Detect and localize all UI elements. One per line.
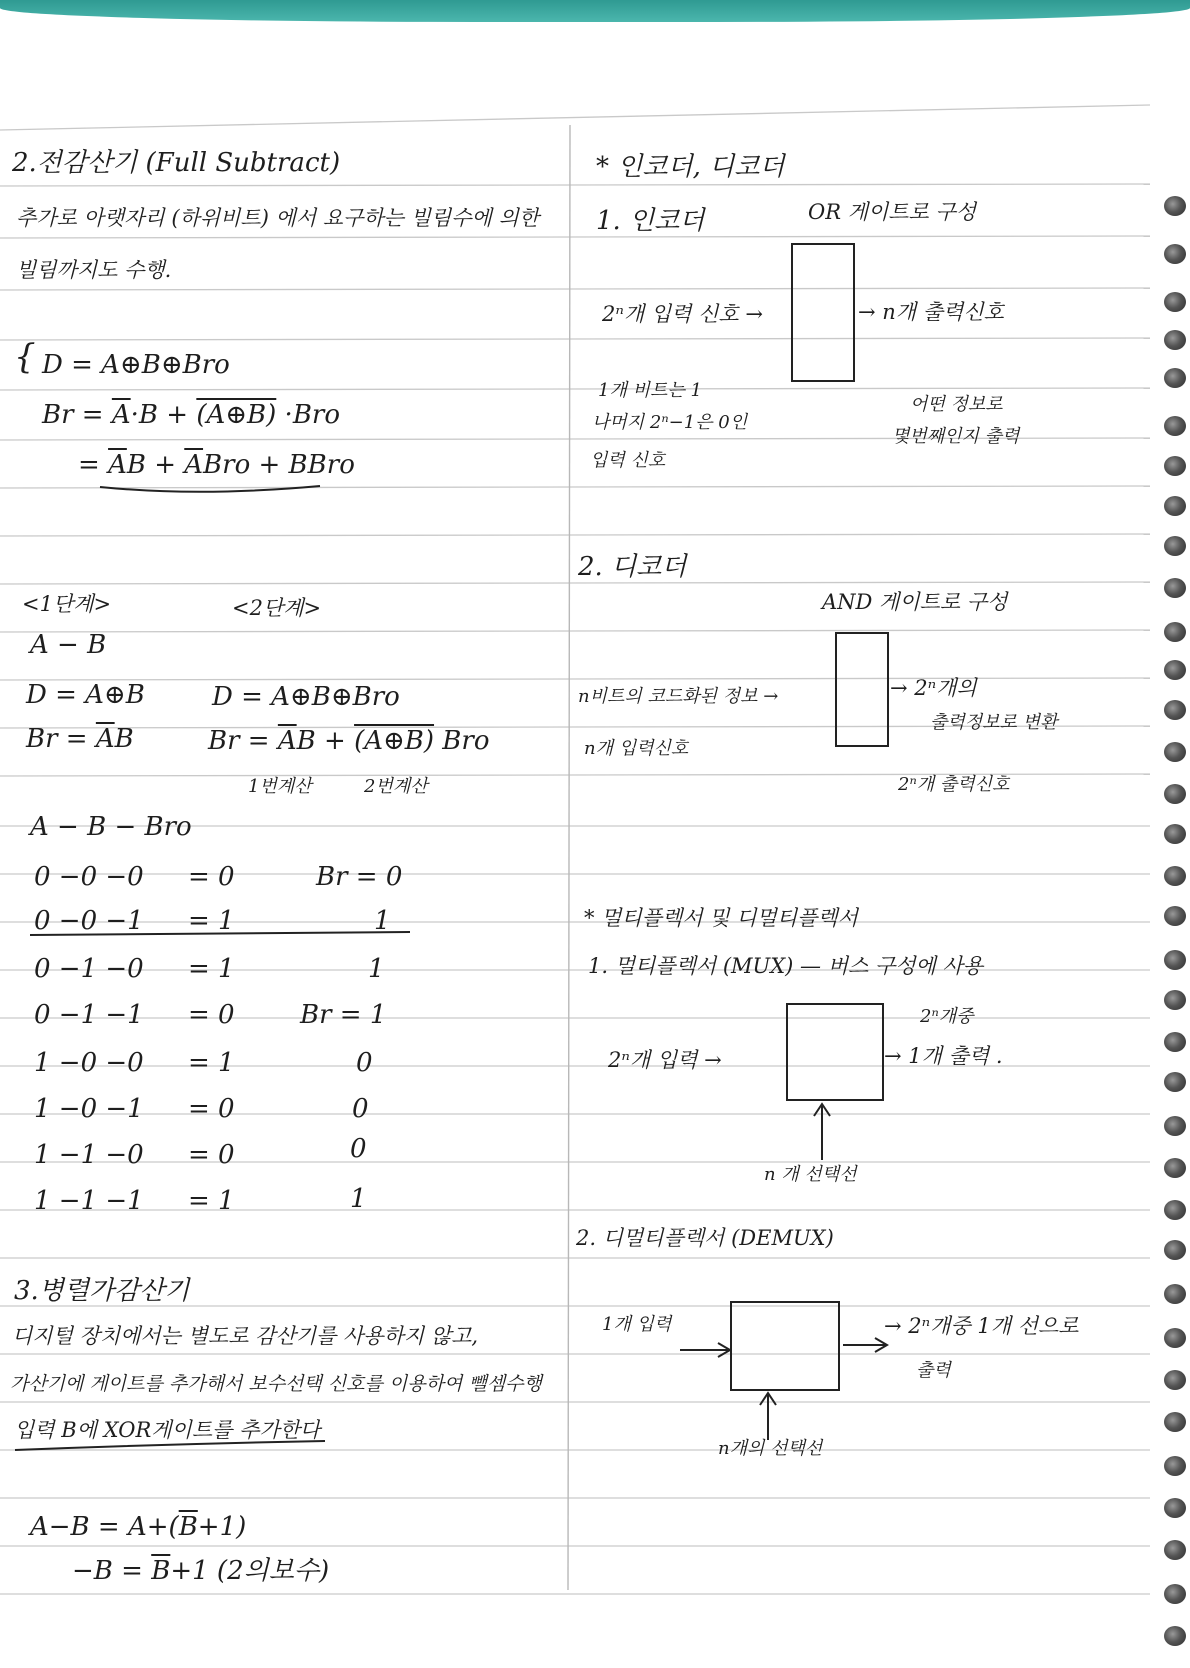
table-row-expr: 1 −0 −1 — [34, 1094, 144, 1124]
table-row-br: 1 — [368, 954, 385, 984]
encoder-box — [792, 244, 854, 381]
sec3-line-3: 입력 B에 XOR게이트를 추가한다 — [14, 1418, 321, 1442]
sec3-line-2: 가산기에 게이트를 추가해서 보수선택 신호를 이용하여 뺄셈수행 — [10, 1373, 542, 1395]
encoder-label: 1. 인코더 — [596, 206, 705, 236]
mux-input-label: 2ⁿ개 입력 → — [608, 1048, 722, 1072]
step2-br: $Br = \overline{A}B$ + (A⊕B) Bro — [208, 726, 490, 756]
encoder-note-3: 입력 신호 — [590, 450, 666, 471]
section-title-mux-demux: * 멀티플렉서 및 디멀티플렉서 — [584, 906, 858, 930]
demux-box — [731, 1302, 839, 1390]
description-line-2: 빌림까지도 수행. — [16, 258, 172, 282]
table-row-br: 0 — [350, 1134, 367, 1164]
table-row-br: Br = 0 — [316, 862, 403, 892]
encoder-output-label: → n개 출력신호 — [858, 300, 1004, 324]
decoder-label: 2. 디코더 — [578, 552, 687, 582]
encoder-right-note-1: 어떤 정보로 — [910, 394, 1003, 415]
encoder-note-2: 나머지 2ⁿ−1은 0인 — [592, 412, 748, 433]
table-row-result: = 1 — [188, 906, 235, 936]
decoder-output-note: 2ⁿ개 출력신호 — [898, 774, 1010, 795]
table-row-expr: 1 −1 −0 — [34, 1140, 144, 1170]
table-row-br: 1 — [374, 906, 391, 936]
equation-d: D = A⊕B⊕Bro — [42, 350, 230, 380]
table-row-expr: 0 −1 −0 — [34, 954, 144, 984]
table-row-br: 0 — [352, 1094, 369, 1124]
decoder-output-label-2: 출력정보로 변환 — [930, 712, 1058, 733]
step-1-label: <1단계> — [22, 592, 112, 616]
table-row-result: = 0 — [188, 1094, 235, 1124]
demux-output-label-2: 출력 — [916, 1360, 951, 1381]
step1-a-minus-b: A − B — [30, 630, 107, 660]
table-row-result: = 1 — [188, 1048, 235, 1078]
demux-label: 2. 디멀티플렉서 (DEMUX) — [576, 1226, 834, 1250]
table-row-result: = 0 — [188, 1140, 235, 1170]
encoder-note-1: 1개 비트는 1 — [598, 380, 702, 401]
decoder-output-label-1: → 2ⁿ개의 — [890, 676, 977, 700]
brace-icon: { — [14, 337, 36, 377]
a-minus-b-minus-bro: A − B − Bro — [30, 812, 192, 842]
demux-output-label-1: → 2ⁿ개중 1개 선으로 — [884, 1314, 1079, 1338]
step-2-label: <2단계> — [232, 596, 322, 620]
table-row-result: = 0 — [188, 1000, 235, 1030]
decoder-gate-note: AND 게이트로 구성 — [822, 590, 1008, 614]
mux-output-label-2: → 1개 출력 . — [884, 1044, 1003, 1068]
encoder-gate-note: OR 게이트로 구성 — [808, 200, 977, 224]
section-title-encoder-decoder: * 인코더, 디코더 — [596, 152, 785, 182]
table-row-result: = 1 — [188, 1186, 235, 1216]
table-row-expr: 0 −0 −0 — [34, 862, 144, 892]
mux-output-label-1: 2ⁿ개중 — [920, 1006, 974, 1027]
table-row-result: = 0 — [188, 862, 235, 892]
formula-a-minus-b: $A-B = A+(\overline{B}+1)$ — [30, 1512, 247, 1542]
equation-br-simplified: = $\overline{A}B + \overline{A}Bro$ + BBro — [78, 450, 355, 480]
step1-br: $Br = \overline{A}B$ — [26, 724, 134, 754]
table-row-br: 0 — [356, 1048, 373, 1078]
demux-input-label: 1개 입력 — [602, 1314, 672, 1335]
table-row-br: 1 — [350, 1184, 367, 1214]
description-line-1: 추가로 아랫자리 (하위비트) 에서 요구하는 빌림수에 의한 — [16, 206, 540, 230]
encoder-right-note-2: 몇번째인지 출력 — [892, 426, 1020, 447]
mux-select-label: n 개 선택선 — [764, 1164, 857, 1185]
mux-label: 1. 멀티플렉서 (MUX) — 버스 구성에 사용 — [588, 954, 984, 978]
encoder-input-label: 2ⁿ개 입력 신호 → — [602, 302, 763, 326]
demux-select-label: n개의 선택선 — [718, 1438, 823, 1459]
decoder-input-note: n개 입력신호 — [584, 738, 689, 759]
step2-note-1: 1번계산 — [248, 776, 312, 797]
table-row-expr: 0 −0 −1 — [34, 906, 144, 936]
table-row-result: = 1 — [188, 954, 235, 984]
step2-note-2: 2번계산 — [364, 776, 428, 797]
formula-twos-complement: $-B = \overline{B}+1$ (2의보수) — [72, 1556, 330, 1586]
decoder-box — [836, 633, 888, 746]
step2-d: D = A⊕B⊕Bro — [212, 682, 400, 712]
step1-d: D = A⊕B — [26, 680, 145, 710]
table-row-expr: 1 −1 −1 — [34, 1186, 144, 1216]
equation-br: $Br = \overline{A}\cdot B$ + (A⊕B) ·Bro — [42, 400, 341, 430]
sec3-line-1: 디지털 장치에서는 별도로 감산기를 사용하지 않고, — [12, 1324, 479, 1348]
table-row-br: Br = 1 — [300, 1000, 387, 1030]
decoder-input-label: n비트의 코드화된 정보 → — [578, 686, 779, 707]
table-row-expr: 1 −0 −0 — [34, 1048, 144, 1078]
table-row-expr: 0 −1 −1 — [34, 1000, 144, 1030]
section-title-full-subtractor: 2.전감산기 (Full Subtract) — [12, 148, 341, 178]
section-title-parallel-adder-subtractor: 3.병렬가감산기 — [14, 1276, 190, 1306]
